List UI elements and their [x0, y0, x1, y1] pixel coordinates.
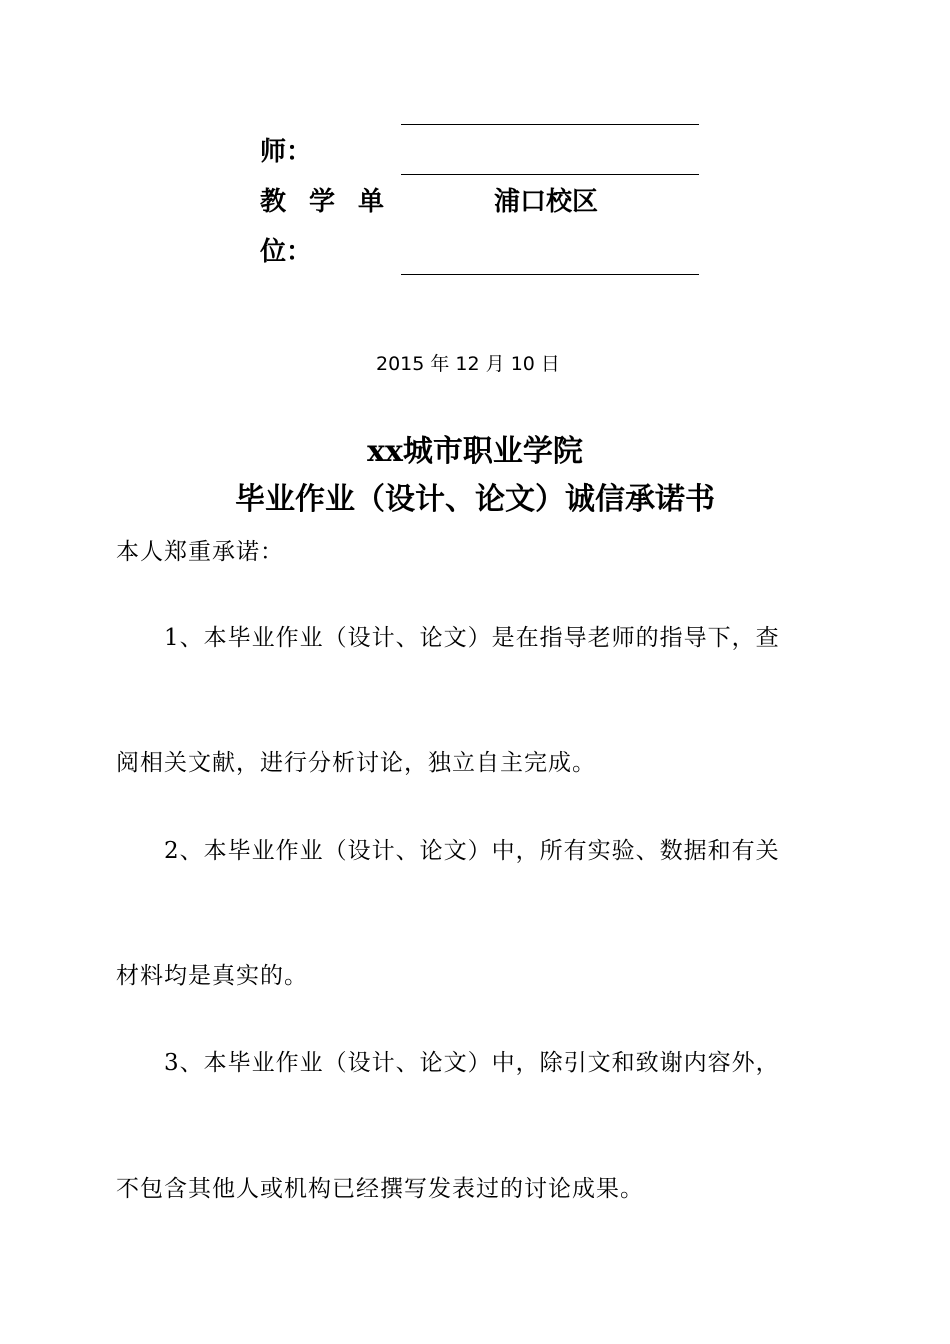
pledge-1-line-1: 1、本毕业作业（设计、论文）是在指导老师的指导下，查 [164, 625, 780, 651]
document-title: 毕业作业（设计、论文）诚信承诺书 [235, 482, 715, 517]
pledge-3-line-2: 不包含其他人或机构已经撰写发表过的讨论成果。 [116, 1176, 644, 1202]
pledge-3-line-1: 3、本毕业作业（设计、论文）中，除引文和致谢内容外， [164, 1050, 780, 1076]
pledge-2-line-2: 材料均是真实的。 [116, 963, 308, 989]
teacher-label: 师： [260, 137, 313, 167]
unit-value: 浦口校区 [494, 187, 599, 217]
teacher-line-top [401, 124, 699, 125]
pledge-1-line-2: 阅相关文献，进行分析讨论，独立自主完成。 [116, 750, 596, 776]
unit-label-continued: 位： [260, 237, 313, 267]
document-date: 2015 年 12 月 10 日 [376, 353, 560, 375]
institution-name: 城市职业学院 [402, 434, 583, 469]
unit-label: 教学单 [260, 187, 408, 217]
unit-line [401, 274, 699, 275]
pledge-2-line-1: 2、本毕业作业（设计、论文）中，所有实验、数据和有关 [164, 838, 780, 864]
teacher-line-bottom [401, 174, 699, 175]
institution-prefix: xx [367, 434, 403, 469]
intro-statement: 本人郑重承诺： [116, 539, 284, 565]
institution-title [0, 434, 950, 470]
